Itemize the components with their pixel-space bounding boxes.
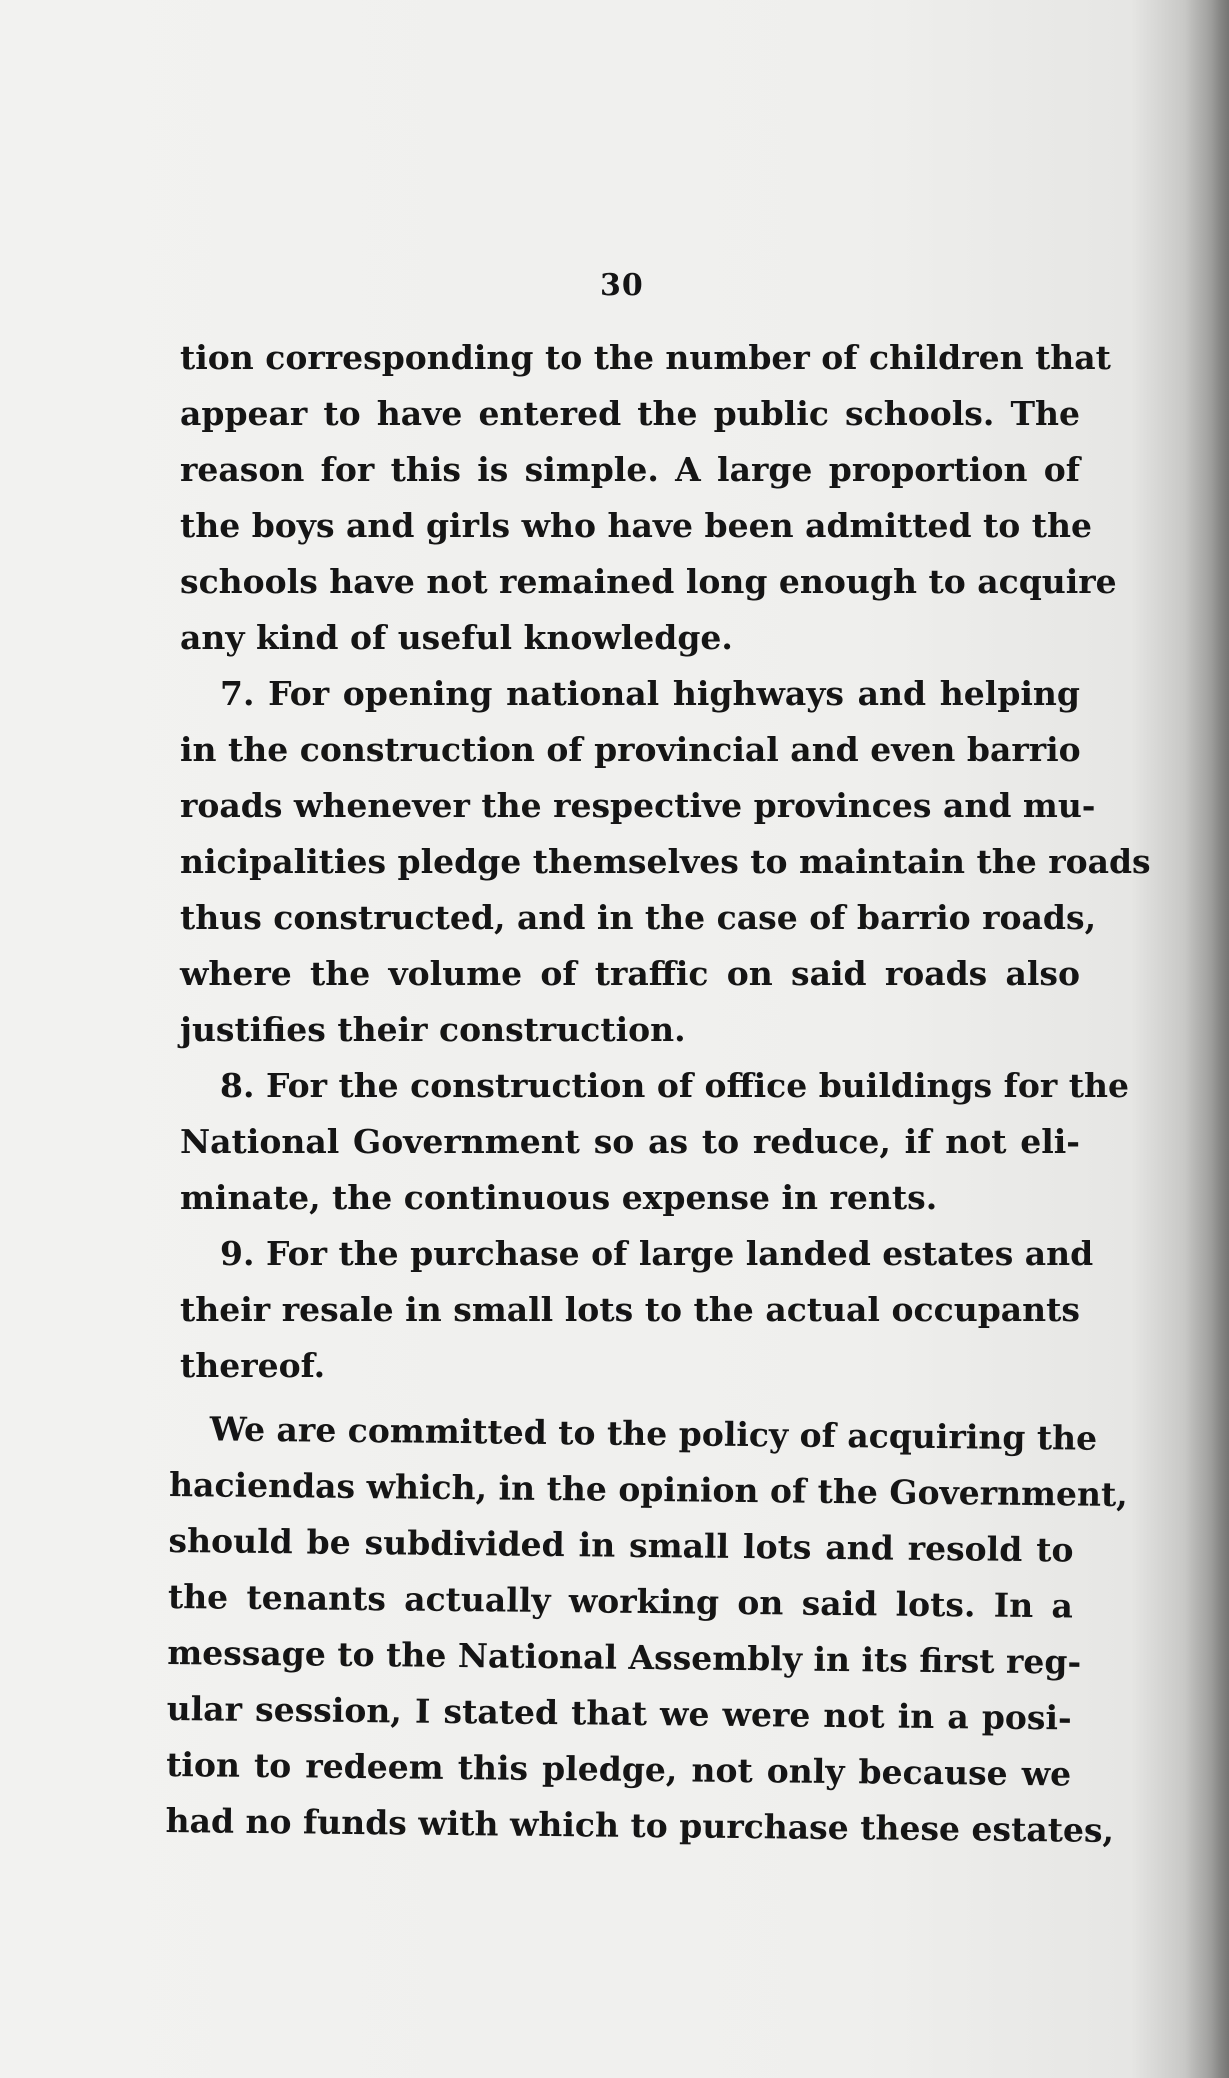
text-line: tion to redeem this pledge, not only because we xyxy=(165,1744,1072,1794)
page-number: 30 xyxy=(600,268,644,303)
text-line: in the construction of provincial and even barrio xyxy=(180,730,1081,769)
text-line: thereof. xyxy=(180,1346,326,1385)
page-edge-shadow xyxy=(1185,0,1229,2078)
text-line: haciendas which, in the opinion of the Government, xyxy=(168,1464,1128,1515)
text-line: had no funds with which to purchase these estates, xyxy=(165,1800,1115,1850)
text-line: message to the National Assembly in its first reg- xyxy=(167,1632,1082,1682)
text-line: National Government so as to reduce, if not eli- xyxy=(180,1122,1080,1161)
text-line: appear to have entered the public schools. The xyxy=(180,394,1080,433)
body-text-upper xyxy=(180,330,1151,1394)
list-item-9: 9. For the purchase of large landed estates and xyxy=(220,1234,1094,1273)
text-line: the tenants actually working on said lots. In a xyxy=(167,1576,1074,1626)
paragraph-start: We are committed to the policy of acquiring the xyxy=(209,1409,1098,1458)
text-line: roads whenever the respective provinces and mu- xyxy=(180,786,1096,825)
text-line: tion corresponding to the number of children that xyxy=(180,338,1111,377)
text-line: any kind of useful knowledge. xyxy=(180,618,733,657)
text-line: minate, the continuous expense in rents. xyxy=(180,1178,938,1217)
list-item-8: 8. For the construction of office buildings for the xyxy=(220,1066,1129,1105)
list-item-7: 7. For opening national highways and helping xyxy=(220,674,1080,713)
text-line: ular session, I stated that we were not in a posi- xyxy=(166,1688,1072,1738)
text-line: nicipalities pledge themselves to maintain the roads xyxy=(180,842,1151,881)
text-line: their resale in small lots to the actual occupants xyxy=(180,1290,1080,1329)
body-text-lower xyxy=(165,1400,1128,1857)
text-line: thus constructed, and in the case of barrio roads, xyxy=(180,898,1097,937)
text-line: the boys and girls who have been admitted to the xyxy=(180,506,1092,545)
text-line: should be subdivided in small lots and resold to xyxy=(168,1520,1074,1570)
text-line: where the volume of traffic on said roads also xyxy=(180,954,1080,993)
text-line: reason for this is simple. A large proportion of xyxy=(180,450,1080,489)
text-line: schools have not remained long enough to acquire xyxy=(180,562,1117,601)
text-line: justifies their construction. xyxy=(180,1010,686,1049)
